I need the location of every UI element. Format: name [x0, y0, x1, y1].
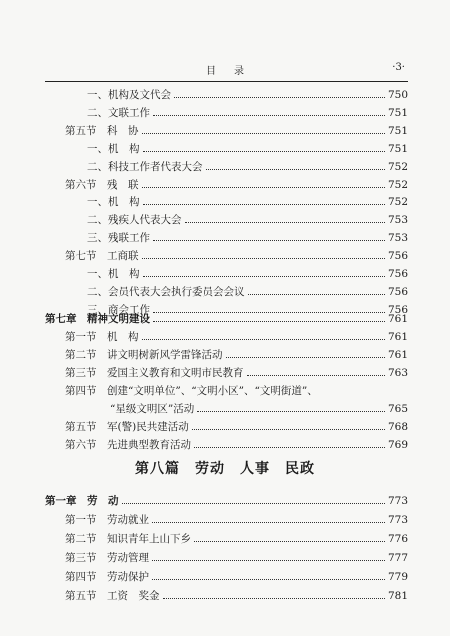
toc-entry-label: 第三节 劳动管理 — [65, 552, 149, 564]
page-header — [45, 62, 405, 78]
toc-entry-label: 第五节 工资 奖金 — [65, 590, 160, 602]
toc-leader — [152, 579, 385, 580]
toc-leader — [153, 115, 385, 116]
toc-entry-page: 751 — [387, 106, 408, 119]
toc-entry-page: 752 — [387, 160, 408, 173]
toc-leader — [153, 321, 385, 322]
toc-entry-page: 753 — [387, 232, 408, 245]
toc-entry-label: 第二节 讲文明树新风学雷锋活动 — [65, 349, 223, 361]
toc-leader — [174, 97, 385, 98]
toc-entry-label: 三、商会工作 — [87, 303, 150, 316]
page-number: ·3· — [392, 62, 405, 73]
toc-entry-label: “星级文明区”活动 — [110, 403, 195, 415]
toc-entry[interactable] — [65, 364, 408, 382]
toc-entry-label: 第四节 劳动保护 — [65, 571, 149, 583]
toc-leader — [142, 187, 385, 188]
toc-entry-label: 第五节 科 协 — [65, 124, 139, 137]
toc-entry-label: 第一章 劳 动 — [45, 495, 119, 507]
toc-entry-page: 779 — [387, 571, 408, 583]
toc-entry-page: 776 — [387, 533, 408, 545]
toc-leader — [248, 294, 385, 295]
toc-leader — [152, 522, 385, 523]
toc-entry[interactable] — [65, 122, 408, 140]
toc-entry-label: 第七章 精神文明建设 — [45, 313, 150, 325]
toc-chapter-entry[interactable] — [45, 310, 408, 328]
toc-entry[interactable] — [65, 549, 408, 567]
toc-entry-label: 三、残联工作 — [87, 232, 150, 245]
toc-entry-page: 773 — [387, 514, 408, 526]
toc-entry[interactable] — [65, 418, 408, 436]
toc-entry[interactable] — [65, 346, 408, 364]
toc-entry-label: 一、机构及文代会 — [87, 89, 171, 101]
toc-entry[interactable] — [65, 176, 408, 194]
toc-entry-page: 750 — [387, 89, 408, 101]
toc-entry-page: 751 — [387, 142, 408, 155]
toc-entry-page: 756 — [387, 303, 408, 316]
toc-leader — [247, 375, 385, 376]
toc-leader — [142, 339, 385, 340]
toc-leader — [226, 357, 385, 358]
toc-entry[interactable] — [87, 140, 408, 158]
toc-entry[interactable] — [87, 265, 408, 283]
toc-entry-page: 756 — [387, 250, 408, 263]
toc-leader — [122, 503, 385, 504]
toc-leader — [194, 541, 385, 542]
toc-entry[interactable] — [87, 229, 408, 247]
toc-entry-page: 752 — [387, 178, 408, 191]
toc-leader — [142, 258, 385, 259]
toc-entry-page: 781 — [387, 590, 408, 602]
toc-entry-label: 第二节 知识青年上山下乡 — [65, 533, 191, 545]
toc-entry-label: 第四节 创建“文明单位”、“文明小区”、“文明街道”、 — [65, 385, 318, 397]
toc-leader — [142, 133, 385, 134]
page-header-title: 目录 — [206, 66, 262, 77]
toc-entry-page: 753 — [387, 214, 408, 227]
toc-entry-label: 第一节 机 构 — [65, 331, 139, 343]
toc-entry-label: 第五节 军(警)民共建活动 — [65, 421, 189, 433]
toc-entry[interactable] — [65, 530, 408, 548]
toc-leader — [143, 276, 385, 277]
toc-leader — [185, 222, 385, 223]
toc-chapter-entry[interactable] — [45, 492, 408, 510]
toc-entry[interactable] — [65, 247, 408, 265]
toc-entry-label: 二、残疾人代表大会 — [87, 214, 182, 227]
toc-entry[interactable] — [87, 283, 408, 301]
toc-entry-label: 一、机 构 — [87, 142, 140, 155]
toc-entry-label: 一、机 构 — [87, 268, 140, 280]
toc-leader — [163, 598, 385, 599]
header-rule — [45, 81, 408, 82]
toc-entry-page: 768 — [387, 421, 408, 433]
toc-entry[interactable] — [65, 568, 408, 586]
toc-entry[interactable] — [65, 436, 408, 454]
toc-entry-label: 第七节 工商联 — [65, 250, 139, 263]
toc-entry[interactable] — [87, 86, 408, 104]
toc-leader — [192, 429, 385, 430]
toc-entry-page: 761 — [387, 313, 408, 325]
toc-entry-page: 756 — [387, 268, 408, 280]
toc-entry-label: 第一节 劳动就业 — [65, 514, 149, 526]
toc-leader — [197, 411, 385, 412]
toc-entry[interactable] — [65, 382, 408, 400]
toc-entry-label: 二、会员代表大会执行委员会会议 — [87, 285, 245, 298]
toc-leader — [143, 151, 385, 152]
toc-entry-page: 752 — [387, 196, 408, 209]
toc-entry-label: 第三节 爱国主义教育和文明市民教育 — [65, 367, 244, 379]
toc-entry[interactable] — [87, 104, 408, 122]
toc-entry-label: 二、科技工作者代表大会 — [87, 160, 203, 173]
toc-leader — [206, 169, 385, 170]
toc-leader — [143, 204, 385, 205]
toc-entry-page: 763 — [387, 367, 408, 379]
toc-entry-page: 777 — [387, 552, 408, 564]
toc-leader — [153, 240, 385, 241]
toc-entry-label: 二、文联工作 — [87, 106, 150, 119]
toc-entry[interactable] — [65, 328, 408, 346]
toc-entry-page: 769 — [387, 439, 408, 451]
toc-entry-page: 761 — [387, 331, 408, 343]
toc-entry-page: 756 — [387, 285, 408, 298]
toc-entry[interactable] — [87, 193, 408, 211]
toc-entry[interactable] — [65, 587, 408, 605]
toc-entry-page: 761 — [387, 349, 408, 361]
toc-entry[interactable] — [87, 211, 408, 229]
toc-entry-page: 773 — [387, 495, 408, 507]
toc-entry-page: 751 — [387, 124, 408, 137]
toc-entry-label: 第六节 残 联 — [65, 178, 139, 191]
part-title: 第八篇 劳动 人事 民政 — [135, 461, 315, 477]
toc-entry-label: 第六节 先进典型教育活动 — [65, 439, 191, 451]
toc-entry-label: 一、机 构 — [87, 196, 140, 209]
toc-entry[interactable] — [65, 511, 408, 529]
toc-entry[interactable] — [110, 400, 408, 418]
toc-leader — [152, 560, 385, 561]
toc-entry[interactable] — [87, 158, 408, 176]
toc-leader — [194, 447, 385, 448]
toc-entry-page: 765 — [387, 403, 408, 415]
